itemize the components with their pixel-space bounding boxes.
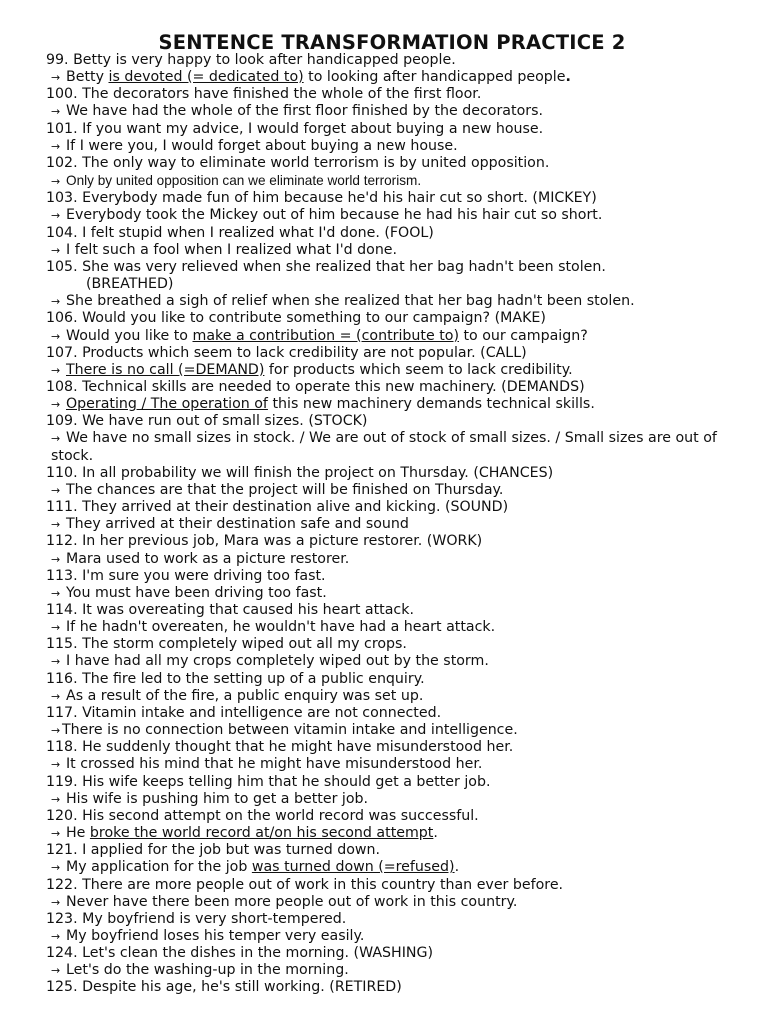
answer-104: → I felt such a fool when I realized what I'd done. (51, 241, 398, 258)
question-105-keyword: (BREATHED) (86, 276, 174, 293)
question-112: 112. In her previous job, Mara was a picture restorer. (WORK) (46, 533, 483, 550)
arrow-icon: → (51, 895, 61, 909)
arrow-icon: → (51, 792, 61, 806)
answer-123: → My boyfriend loses his temper very easily. (51, 927, 365, 944)
answer-108: → Operating / The operation of this new machinery demands technical skills. (51, 396, 595, 413)
arrow-icon: → (51, 175, 61, 189)
question-100: 100. The decorators have finished the whole of the first floor. (46, 86, 482, 103)
question-103: 103. Everybody made fun of him because he'd his hair cut so short. (MICKEY) (46, 190, 597, 207)
arrow-icon: → (51, 621, 61, 635)
question-114: 114. It was overeating that caused his heart attack. (46, 602, 414, 618)
answer-122: → Never have there been more people out of work in this country. (51, 893, 518, 910)
question-117: 117. Vitamin intake and intelligence are not connected. (46, 704, 442, 721)
arrow-icon: → (51, 483, 61, 497)
answer-120-underlined: broke the world record at/on his second attempt (89, 825, 434, 842)
question-99: 99. Betty is very happy to look after handicapped people. (46, 52, 456, 68)
question-104: 104. I felt stupid when I realized what I'd done. (FOOL) (46, 224, 434, 241)
arrow-icon: → (51, 827, 61, 841)
question-102: 102. The only way to eliminate world terrorism is by united opposition. (46, 154, 550, 171)
answer-99: → Betty is devoted (= dedicated to) to looking after handicapped people. (51, 69, 571, 86)
question-116: 116. The fire led to the setting up of a public enquiry. (46, 670, 425, 687)
question-118: 118. He suddenly thought that he might have misunderstood her. (46, 739, 514, 756)
arrow-icon: → (51, 929, 61, 943)
answer-116: → As a result of the fire, a public enquiry was set up. (51, 687, 424, 704)
answer-120: → He broke the world record at/on his second attempt. (51, 825, 438, 842)
arrow-icon: → (51, 398, 61, 412)
answer-106-underlined: make a contribution = (contribute to) (192, 327, 459, 344)
arrow-icon: → (51, 105, 61, 119)
answer-121: → My application for the job was turned down (=refused). (51, 859, 460, 876)
arrow-icon: → (51, 655, 61, 669)
arrow-icon: → (51, 689, 61, 703)
question-105: 105. She was very relieved when she realized that her bag hadn't been stolen. (46, 258, 606, 275)
question-110: 110. In all probability we will finish the project on Thursday. (CHANCES) (46, 464, 554, 481)
page-title: SENTENCE TRANSFORMATION PRACTICE 2 (158, 31, 626, 54)
answer-107: → There is no call (=DEMAND) for products which seem to lack credibility. (51, 361, 573, 378)
arrow-icon: → (51, 243, 61, 257)
answer-107-underlined: There is no call (=DEMAND) (66, 361, 265, 378)
arrow-icon: → (51, 724, 61, 738)
question-107: 107. Products which seem to lack credibility are not popular. (CALL) (46, 344, 527, 361)
arrow-icon: → (51, 552, 61, 566)
question-124: 124. Let's clean the dishes in the morning. (WASHING) (46, 945, 434, 962)
answer-119: → His wife is pushing him to get a better job. (51, 790, 369, 807)
answer-112: → Mara used to work as a picture restorer. (51, 550, 350, 567)
question-106: 106. Would you like to contribute something to our campaign? (MAKE) (46, 310, 546, 327)
answer-101: → If I were you, I would forget about buying a new house. (51, 137, 458, 154)
question-125: 125. Despite his age, he's still working. (RETIRED) (46, 979, 402, 996)
answer-99-underlined: is devoted (= dedicated to) (108, 69, 304, 86)
answer-110: → The chances are that the project will be finished on Thursday. (51, 481, 504, 498)
answer-103: → Everybody took the Mickey out of him because he had his hair cut so short. (51, 207, 603, 224)
question-111: 111. They arrived at their destination alive and kicking. (SOUND) (46, 499, 509, 516)
arrow-icon: → (51, 586, 61, 600)
answer-109: → We have no small sizes in stock. / We are out of stock of small sizes. / Small sizes are out of stock. (51, 430, 717, 464)
answer-114: → If he hadn't overeaten, he wouldn't have had a heart attack. (51, 619, 496, 636)
answer-102: → Only by united opposition can we eliminate world terrorism. (46, 172, 746, 190)
answer-106: → Would you like to make a contribution = (contribute to) to our campaign? (51, 327, 588, 344)
exercise-list (46, 52, 746, 997)
arrow-icon: → (51, 329, 61, 343)
question-109: 109. We have run out of small sizes. (STOCK) (46, 413, 368, 430)
answer-117: → There is no connection between vitamin intake and intelligence. (51, 722, 518, 739)
question-101: 101. If you want my advice, I would forget about buying a new house. (46, 120, 544, 137)
question-108: 108. Technical skills are needed to operate this new machinery. (DEMANDS) (46, 378, 585, 395)
arrow-icon: → (51, 139, 61, 153)
answer-113: → You must have been driving too fast. (51, 584, 327, 601)
arrow-icon: → (51, 295, 61, 309)
answer-124: → Let's do the washing-up in the morning. (51, 962, 349, 979)
question-115: 115. The storm completely wiped out all my crops. (46, 636, 407, 653)
answer-111: → They arrived at their destination safe and sound (51, 516, 409, 533)
answer-121-underlined: was turned down (=refused) (251, 859, 455, 876)
arrow-icon: → (51, 964, 61, 978)
question-120: 120. His second attempt on the world record was successful. (46, 807, 479, 824)
arrow-icon: → (51, 861, 61, 875)
question-119: 119. His wife keeps telling him that he should get a better job. (46, 773, 491, 790)
answer-105: → She breathed a sigh of relief when she realized that her bag hadn't been stolen. (51, 293, 635, 310)
answer-100: → We have had the whole of the first floor finished by the decorators. (51, 103, 543, 120)
arrow-icon: → (51, 209, 61, 223)
arrow-icon: → (51, 758, 61, 772)
arrow-icon: → (51, 432, 61, 446)
question-123: 123. My boyfriend is very short-tempered. (46, 910, 347, 927)
question-122: 122. There are more people out of work in this country than ever before. (46, 876, 564, 893)
arrow-icon: → (51, 71, 61, 85)
arrow-icon: → (51, 518, 61, 532)
answer-118: → It crossed his mind that he might have misunderstood her. (51, 756, 483, 773)
question-121: 121. I applied for the job but was turned down. (46, 842, 381, 859)
question-113: 113. I'm sure you were driving too fast. (46, 567, 326, 584)
arrow-icon: → (51, 363, 61, 377)
answer-108-underlined: Operating / The operation of (66, 396, 268, 413)
answer-115: → I have had all my crops completely wiped out by the storm. (51, 653, 489, 670)
